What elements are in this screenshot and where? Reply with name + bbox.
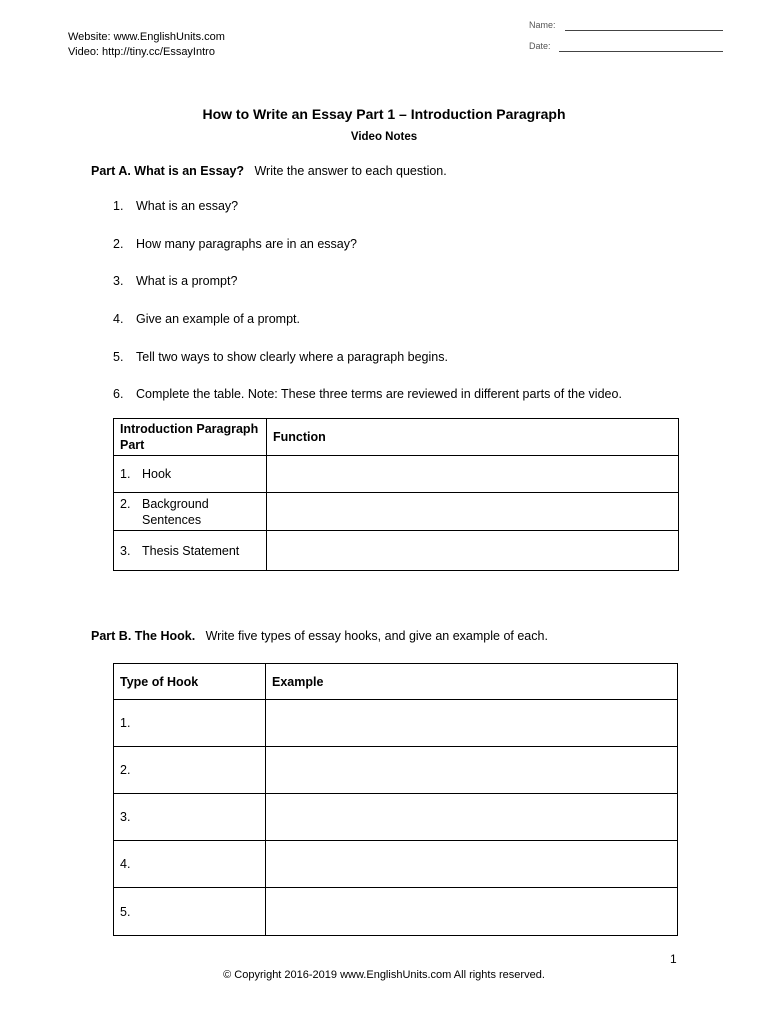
- question-number: 3.: [113, 274, 124, 288]
- question-text: Complete the table. Note: These three terms are reviewed in different parts of the video.: [136, 387, 622, 401]
- table-row: [114, 747, 678, 794]
- name-label: Name:: [529, 20, 556, 30]
- part-b-heading-bold: Part B. The Hook.: [91, 629, 196, 643]
- question-item: [113, 237, 357, 251]
- date-line[interactable]: [559, 51, 723, 52]
- row-number: 1.: [120, 467, 131, 481]
- question-number: 6.: [113, 387, 124, 401]
- page-title: How to Write an Essay Part 1 – Introduction Paragraph: [202, 106, 566, 122]
- example-answer-cell[interactable]: [266, 794, 678, 841]
- function-answer-cell[interactable]: [267, 531, 679, 571]
- hook-type-cell[interactable]: 1.: [114, 700, 266, 747]
- row-number: 2.: [120, 496, 131, 511]
- date-field[interactable]: [529, 41, 551, 51]
- question-item: [113, 312, 300, 326]
- example-answer-cell[interactable]: [266, 888, 678, 936]
- question-text: How many paragraphs are in an essay?: [136, 237, 357, 251]
- part-b-heading-instructions: Write five types of essay hooks, and give an example of each.: [205, 629, 548, 643]
- page-subtitle: Video Notes: [350, 131, 418, 143]
- table-row: [114, 700, 678, 747]
- question-item: [113, 387, 622, 401]
- question-number: 4.: [113, 312, 124, 326]
- hook-type-cell[interactable]: 2.: [114, 747, 266, 794]
- function-answer-cell[interactable]: [267, 493, 679, 531]
- source-info: [68, 30, 225, 60]
- row-label: Thesis Statement: [142, 543, 240, 558]
- table-row: [114, 531, 679, 571]
- table-row: [114, 493, 679, 531]
- video-link-text: Video: http://tiny.cc/EssayIntro: [68, 46, 215, 58]
- table-row: [114, 456, 679, 493]
- hook-type-cell[interactable]: 5.: [114, 888, 266, 936]
- intro-part-cell: [114, 493, 267, 531]
- table-header-row: [114, 664, 678, 700]
- hook-type-cell[interactable]: 3.: [114, 794, 266, 841]
- question-number: 2.: [113, 237, 124, 251]
- question-text: What is an essay?: [136, 199, 239, 213]
- question-text: What is a prompt?: [136, 274, 238, 288]
- table-row: [114, 794, 678, 841]
- table-row: [114, 841, 678, 888]
- intro-paragraph-table: [113, 418, 679, 571]
- hook-types-table: [113, 663, 678, 936]
- date-label: Date:: [529, 41, 551, 51]
- example-answer-cell[interactable]: [266, 841, 678, 888]
- function-header: Function: [267, 419, 679, 456]
- table-row: [114, 888, 678, 936]
- example-answer-cell[interactable]: [266, 700, 678, 747]
- copyright-footer: © Copyright 2016-2019 www.EnglishUnits.com All rights reserved.: [223, 969, 545, 981]
- intro-part-cell: [114, 531, 267, 571]
- table-header-row: [114, 419, 679, 456]
- function-answer-cell[interactable]: [267, 456, 679, 493]
- example-answer-cell[interactable]: [266, 747, 678, 794]
- hook-type-cell[interactable]: 4.: [114, 841, 266, 888]
- name-line[interactable]: [565, 30, 723, 31]
- part-a-heading-bold: Part A. What is an Essay?: [91, 164, 245, 178]
- row-label: Background Sentences: [142, 496, 209, 527]
- part-a-heading-instructions: Write the answer to each question.: [254, 164, 447, 178]
- question-number: 1.: [113, 199, 124, 213]
- question-item: [113, 274, 237, 288]
- row-number: 3.: [120, 543, 131, 558]
- name-field[interactable]: [529, 20, 556, 30]
- part-b-heading: [91, 629, 548, 643]
- page-number: 1: [670, 952, 677, 966]
- question-number: 5.: [113, 350, 124, 364]
- intro-part-header: Introduction Paragraph Part: [114, 419, 267, 456]
- intro-part-cell: [114, 456, 267, 493]
- question-item: [113, 199, 238, 213]
- question-text: Give an example of a prompt.: [136, 312, 300, 326]
- question-text: Tell two ways to show clearly where a paragraph begins.: [136, 350, 448, 364]
- example-header: Example: [266, 664, 678, 700]
- website-text: Website: www.EnglishUnits.com: [68, 31, 225, 43]
- part-a-heading: [91, 164, 447, 178]
- row-label: Hook: [142, 467, 172, 481]
- type-of-hook-header: Type of Hook: [114, 664, 266, 700]
- question-item: [113, 350, 448, 364]
